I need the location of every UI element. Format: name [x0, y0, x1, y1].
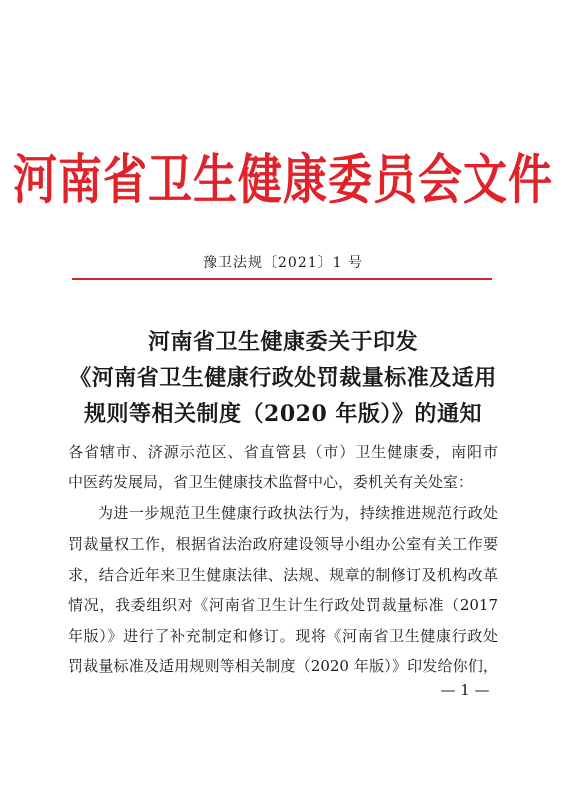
body-line-3: 为进一步规范卫生健康行政执法行为，持续推进规范行政处	[98, 504, 498, 522]
document-number: 豫卫法规〔2021〕1 号	[203, 255, 363, 271]
body-line-1: 各省辖市、济源示范区、省直管县（市）卫生健康委，南阳市	[68, 443, 498, 461]
body-line-2: 中医药发展局，省卫生健康技术监督中心，委机关有关处室：	[68, 473, 474, 491]
page-number: — 1 —	[440, 681, 490, 699]
body-line-6: 情况，我委组织对《河南省卫生计生行政处罚裁量标准（2017	[68, 596, 498, 614]
body-line-8: 罚裁量标准及适用规则等相关制度（2020 年版）》印发给你们，	[68, 657, 498, 675]
document-masthead: 河南省卫生健康委员会文件	[13, 149, 553, 212]
title-line-2: 《河南省卫生健康行政处罚裁量标准及适用	[69, 365, 497, 391]
body-line-5: 求，结合近年来卫生健康法律、法规、规章的制修订及机构改革	[68, 566, 498, 584]
title-line-3: 规则等相关制度（2020 年版）》的通知	[84, 401, 482, 427]
body-line-4: 罚裁量权工作，根据省法治政府建设领导小组办公室有关工作要	[68, 535, 498, 553]
body-line-7: 年版）》进行了补充制定和修订。现将《河南省卫生健康行政处	[68, 627, 498, 645]
red-separator-line	[72, 278, 492, 280]
title-line-1: 河南省卫生健康委关于印发	[147, 329, 418, 355]
